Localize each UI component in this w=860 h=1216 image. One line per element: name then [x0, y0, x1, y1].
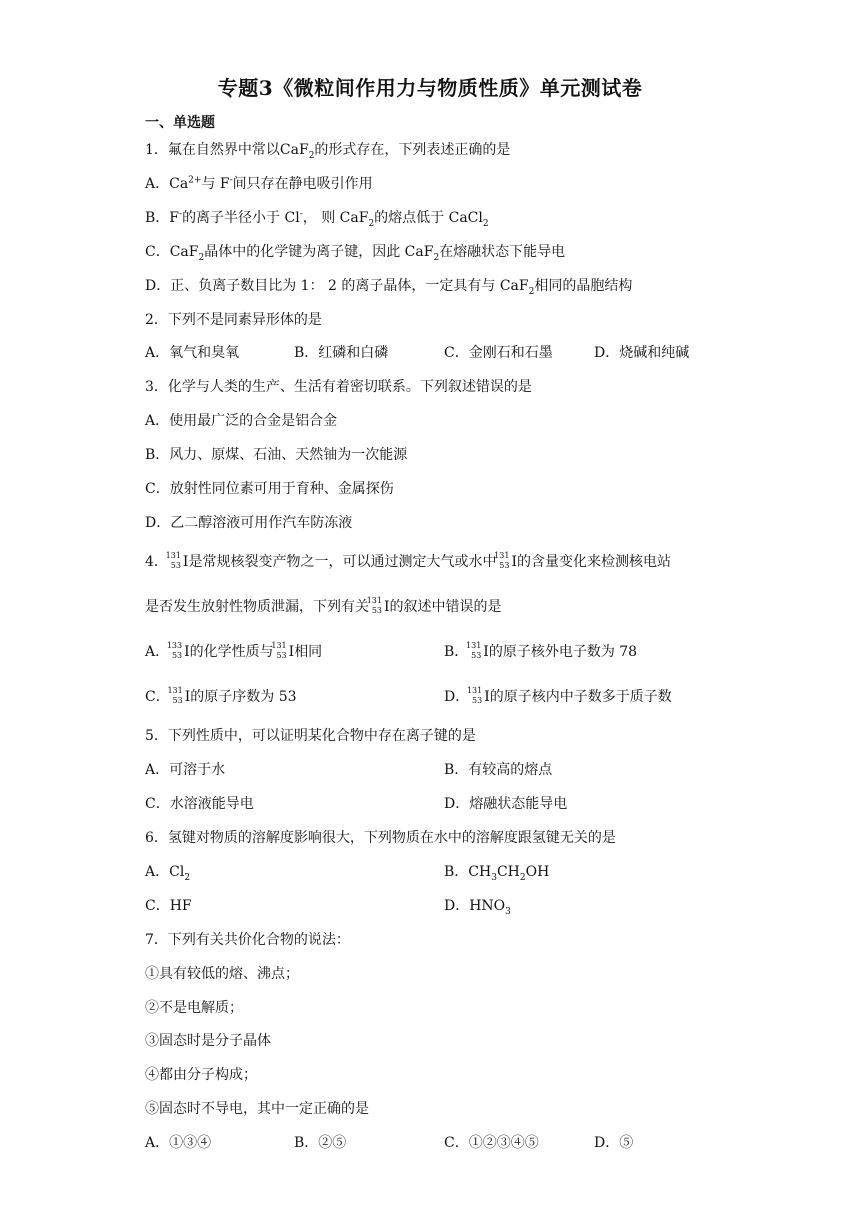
question-3-stem: 3．化学与人类的生产、生活有着密切联系。下列叙述错误的是 [145, 379, 532, 395]
isotope-i131: 131 53 [366, 596, 382, 615]
question-2-stem: 2．下列不是同素异形体的是 [145, 312, 322, 328]
question-4-option-c: C． 131 53 I的原子序数为 53 [145, 686, 297, 705]
question-7-option-a: A．①③④ [145, 1135, 212, 1151]
question-7-option-b: B．②⑤ [294, 1135, 347, 1151]
question-6-stem: 6．氢键对物质的溶解度影响很大，下列物质在水中的溶解度跟氢键无关的是 [145, 830, 616, 846]
question-4-option-d: D． 131 53 I的原子核内中子数多于质子数 [444, 686, 672, 705]
question-2-option-d: D．烧碱和纯碱 [594, 345, 690, 361]
question-5-option-c: C．水溶液能导电 [145, 796, 254, 812]
isotope-i131: 131 53 [271, 641, 287, 660]
question-5-option-a: A．可溶于水 [145, 762, 226, 778]
question-1-stem: 1．氟在自然界中常以CaF$_2$的形式存在，下列表述正确的是 [145, 142, 511, 161]
question-6-option-b: B．$CH_3CH_2OH$ [444, 864, 550, 883]
question-3-option-a: A．使用最广泛的合金是铝合金 [145, 413, 338, 429]
question-4-stem-line-2: 是否发生放射性物质泄漏，下列有关 131 53 I的叙述中错误的是 [145, 596, 502, 615]
question-7-statement-2: ②不是电解质； [145, 1000, 243, 1016]
question-7-option-d: D．⑤ [594, 1135, 634, 1151]
question-2-option-a: A．氧气和臭氧 [145, 345, 240, 361]
question-6-option-a: A．$Cl_2$ [145, 864, 191, 883]
question-5-option-b: B．有较高的熔点 [444, 762, 553, 778]
isotope-i131: 131 53 [494, 551, 510, 570]
question-1-option-a: A．$Ca^{2+}$与 F-间只存在静电吸引作用 [145, 175, 373, 192]
question-7-stem: 7．下列有关共价化合物的说法： [145, 932, 350, 948]
isotope-i131: 131 53 [466, 641, 482, 660]
isotope-i131: 131 53 [165, 551, 181, 570]
question-2-option-b: B．红磷和白磷 [294, 345, 389, 361]
question-6-option-d: D．$HNO_3$ [444, 898, 511, 917]
question-4-stem-line-1: 4． 131 53 I是常规核裂变产物之一，可以通过测定大气或水中 131 53 I的含量变化来检测核电站 [145, 551, 671, 570]
question-2-option-c: C．金刚石和石墨 [444, 345, 553, 361]
question-4-option-a: A． 133 53 I的化学性质与 131 53 I相同 [145, 641, 323, 660]
question-7-option-c: C．①②③④⑤ [444, 1135, 539, 1151]
isotope-i131: 131 53 [167, 686, 183, 705]
question-1-option-b: B．F-的离子半径小于 Cl-， 则 CaF$_2$的熔点低于 CaCl$_2$ [145, 209, 489, 229]
question-1-option-c: C．CaF$_2$晶体中的化学键为离子键，因此 CaF$_2$在熔融状态下能导电 [145, 244, 566, 263]
question-1-option-d: D．正、负离子数目比为 1： 2 的离子晶体，一定具有与 CaF$_2$相同的晶胞结构 [145, 278, 633, 297]
question-7-statement-3: ③固态时是分子晶体 [145, 1033, 271, 1049]
question-3-option-c: C．放射性同位素可用于育种、金属探伤 [145, 481, 394, 497]
question-7-statement-1: ①具有较低的熔、沸点； [145, 966, 299, 982]
question-3-option-b: B．风力、原煤、石油、天然铀为一次能源 [145, 447, 408, 463]
question-5-stem: 5．下列性质中，可以证明某化合物中存在离子键的是 [145, 728, 476, 744]
section-heading: 一、单选题 [145, 115, 215, 131]
question-3-option-d: D．乙二醇溶液可用作汽车防冻液 [145, 515, 353, 531]
question-6-option-c: C．HF [145, 898, 192, 914]
isotope-i133: 133 53 [166, 641, 183, 660]
question-7-statement-5: ⑤固态时不导电，其中一定正确的是 [145, 1101, 369, 1117]
question-7-statement-4: ④都由分子构成； [145, 1067, 257, 1083]
isotope-i131: 131 53 [466, 686, 483, 705]
page-title: 专题3《微粒间作用力与物质性质》单元测试卷 [217, 76, 643, 100]
question-4-option-b: B． 131 53 I的原子核外电子数为 78 [444, 641, 638, 660]
question-5-option-d: D．熔融状态能导电 [444, 796, 568, 812]
